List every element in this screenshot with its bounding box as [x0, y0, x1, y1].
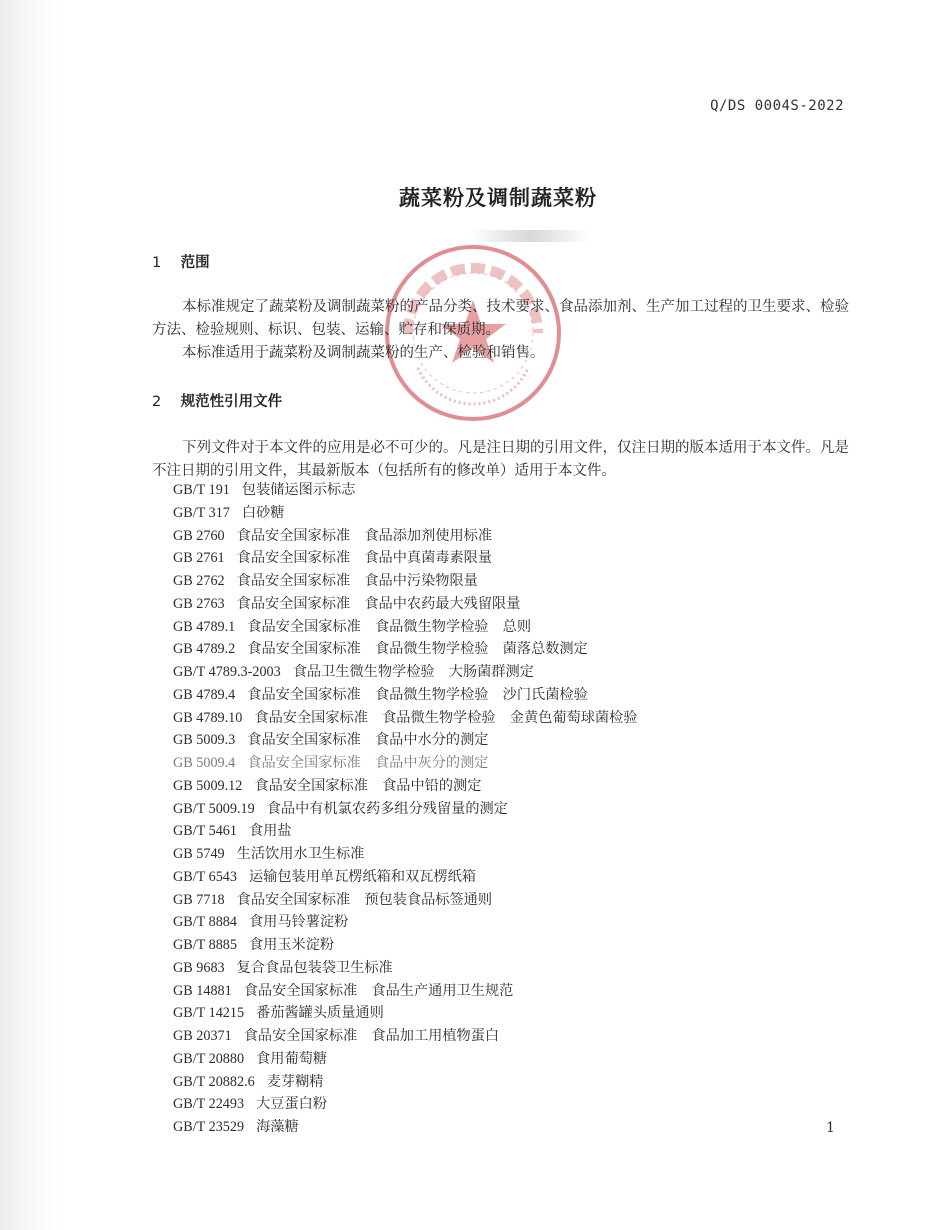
- section-2-paragraph-1: 下列文件对于本文件的应用是必不可少的。凡是注日期的引用文件，仅注日期的版本适用于本文件。凡是不注日期的引用文件，其最新版本（包括所有的修改单）适用于本文件。: [152, 440, 849, 479]
- reference-title: 食品安全国家标准 食品添加剂使用标准: [236, 527, 493, 544]
- reference-title: 食品安全国家标准 食品微生物学检验 金黄色葡萄球菌检验: [254, 709, 638, 726]
- reference-item: [173, 867, 476, 887]
- section-title: 规范性引用文件: [180, 394, 283, 410]
- reference-title: 番茄酱罐头质量通则: [256, 1005, 384, 1022]
- standard-number: Q/DS 0004S-2022: [710, 98, 844, 114]
- reference-title: 食品安全国家标准 食品微生物学检验 菌落总数测定: [247, 641, 588, 658]
- reference-title: 运输包装用单瓦楞纸箱和双瓦楞纸箱: [248, 868, 476, 885]
- reference-code: GB/T 191: [173, 482, 230, 498]
- reference-title: 食品安全国家标准 食品中真菌毒素限量: [236, 550, 493, 567]
- reference-code: GB/T 5461: [173, 823, 237, 840]
- reference-code: GB 4789.1: [173, 618, 236, 635]
- section-1-paragraph-2: 本标准适用于蔬菜粉及调制蔬菜粉的生产、检验和销售。: [182, 345, 545, 361]
- reference-item: [173, 912, 348, 932]
- reference-title: 食用玉米淀粉: [248, 937, 335, 953]
- reference-title: 食品安全国家标准 食品中农药最大残留限量: [236, 595, 521, 612]
- reference-item: [173, 617, 531, 637]
- reference-title: 食品中有机氯农药多组分残留量的测定: [266, 800, 508, 817]
- reference-title: 包装储运图示标志: [241, 482, 356, 498]
- reference-code: GB 7718: [173, 891, 225, 908]
- document-title: 蔬菜粉及调制蔬菜粉: [399, 186, 597, 210]
- reference-code: GB 4789.2: [173, 641, 236, 658]
- reference-item: [173, 480, 355, 500]
- reference-title: 食品安全国家标准 食品加工用植物蛋白: [243, 1028, 500, 1044]
- reference-code: GB 5749: [173, 846, 225, 862]
- reference-item: [173, 753, 488, 773]
- reference-code: GB 2763: [173, 595, 225, 612]
- reference-code: GB/T 317: [173, 504, 230, 521]
- reference-item: [173, 548, 492, 568]
- reference-code: GB/T 6543: [173, 868, 237, 885]
- reference-item: [173, 1049, 327, 1069]
- reference-item: [173, 821, 292, 841]
- reference-title: 食品卫生微生物学检验 大肠菌群测定: [292, 664, 534, 680]
- reference-code: GB 14881: [173, 982, 232, 999]
- reference-item: [173, 1003, 384, 1023]
- reference-item: [173, 799, 508, 819]
- reference-item: [173, 890, 492, 910]
- reference-code: GB 5009.3: [173, 732, 236, 749]
- reference-code: GB 2761: [173, 550, 225, 567]
- reference-code: GB/T 4789.3-2003: [173, 664, 281, 680]
- reference-item: [173, 1117, 299, 1137]
- reference-title: 食用葡萄糖: [256, 1050, 328, 1067]
- reference-item: [173, 685, 588, 705]
- reference-code: GB/T 5009.19: [173, 800, 255, 817]
- reference-item: [173, 708, 637, 728]
- reference-item: [173, 639, 588, 659]
- reference-title: 生活饮用水卫生标准: [236, 846, 365, 862]
- reference-item: [173, 1026, 499, 1046]
- reference-title: 麦芽糊精: [266, 1073, 324, 1090]
- reference-code: GB 4789.4: [173, 686, 236, 703]
- reference-item: [173, 981, 513, 1001]
- reference-code: GB 9683: [173, 959, 225, 976]
- reference-title: 海藻糖: [256, 1119, 299, 1135]
- reference-code: GB/T 8884: [173, 914, 237, 931]
- reference-code: GB 20371: [173, 1028, 232, 1044]
- reference-code: GB 2760: [173, 527, 225, 544]
- reference-title: 食用盐: [248, 823, 292, 840]
- reference-item: [173, 526, 492, 546]
- reference-title: 食品安全国家标准 预包装食品标签通则: [236, 891, 493, 908]
- reference-title: 白砂糖: [241, 504, 285, 521]
- reference-code: GB 2762: [173, 573, 225, 589]
- section-number: 2: [152, 394, 162, 410]
- reference-item: [173, 571, 478, 591]
- section-number: 1: [152, 255, 162, 271]
- reference-title: 大豆蛋白粉: [256, 1096, 328, 1113]
- reference-item: [173, 594, 520, 614]
- reference-title: 食品安全国家标准 食品微生物学检验 沙门氏菌检验: [247, 686, 588, 703]
- section-2-heading: [152, 390, 282, 411]
- reference-item: [173, 662, 534, 682]
- reference-code: GB/T 8885: [173, 937, 237, 953]
- reference-item: [173, 1094, 327, 1114]
- reference-title: 食品安全国家标准 食品中污染物限量: [236, 573, 478, 589]
- reference-item: [173, 1072, 323, 1092]
- reference-title: 食品安全国家标准 食品生产通用卫生规范: [243, 982, 514, 999]
- section-title: 范围: [180, 255, 210, 271]
- reference-code: GB/T 22493: [173, 1096, 245, 1113]
- reference-code: GB 4789.10: [173, 709, 243, 726]
- reference-item: [173, 844, 364, 864]
- section-1-heading: [152, 251, 210, 272]
- reference-item: [173, 935, 334, 955]
- reference-item: [173, 958, 393, 978]
- reference-code: GB 5009.12: [173, 777, 243, 794]
- page-number: 1: [826, 1120, 835, 1136]
- reference-title: 食品安全国家标准 食品中灰分的测定: [247, 755, 489, 771]
- reference-title: 食用马铃薯淀粉: [248, 914, 349, 931]
- reference-title: 食品安全国家标准 食品中水分的测定: [247, 732, 489, 749]
- reference-item: [173, 776, 481, 796]
- section-1-paragraph-1: 本标准规定了蔬菜粉及调制蔬菜粉的产品分类、技术要求、食品添加剂、生产加工过程的卫生要求、检验方法、检验规则、标识、包装、运输、贮存和保质期。: [152, 299, 849, 338]
- reference-item: [173, 503, 284, 523]
- reference-title: 复合食品包装袋卫生标准: [236, 959, 393, 976]
- reference-code: GB/T 20882.6: [173, 1073, 255, 1090]
- reference-title: 食品安全国家标准 食品微生物学检验 总则: [247, 618, 532, 635]
- reference-code: GB/T 20880: [173, 1050, 245, 1067]
- reference-code: GB/T 23529: [173, 1119, 245, 1135]
- reference-title: 食品安全国家标准 食品中铅的测定: [254, 777, 482, 794]
- reference-code: GB/T 14215: [173, 1005, 245, 1022]
- reference-code: GB 5009.4: [173, 755, 236, 771]
- reference-item: [173, 730, 488, 750]
